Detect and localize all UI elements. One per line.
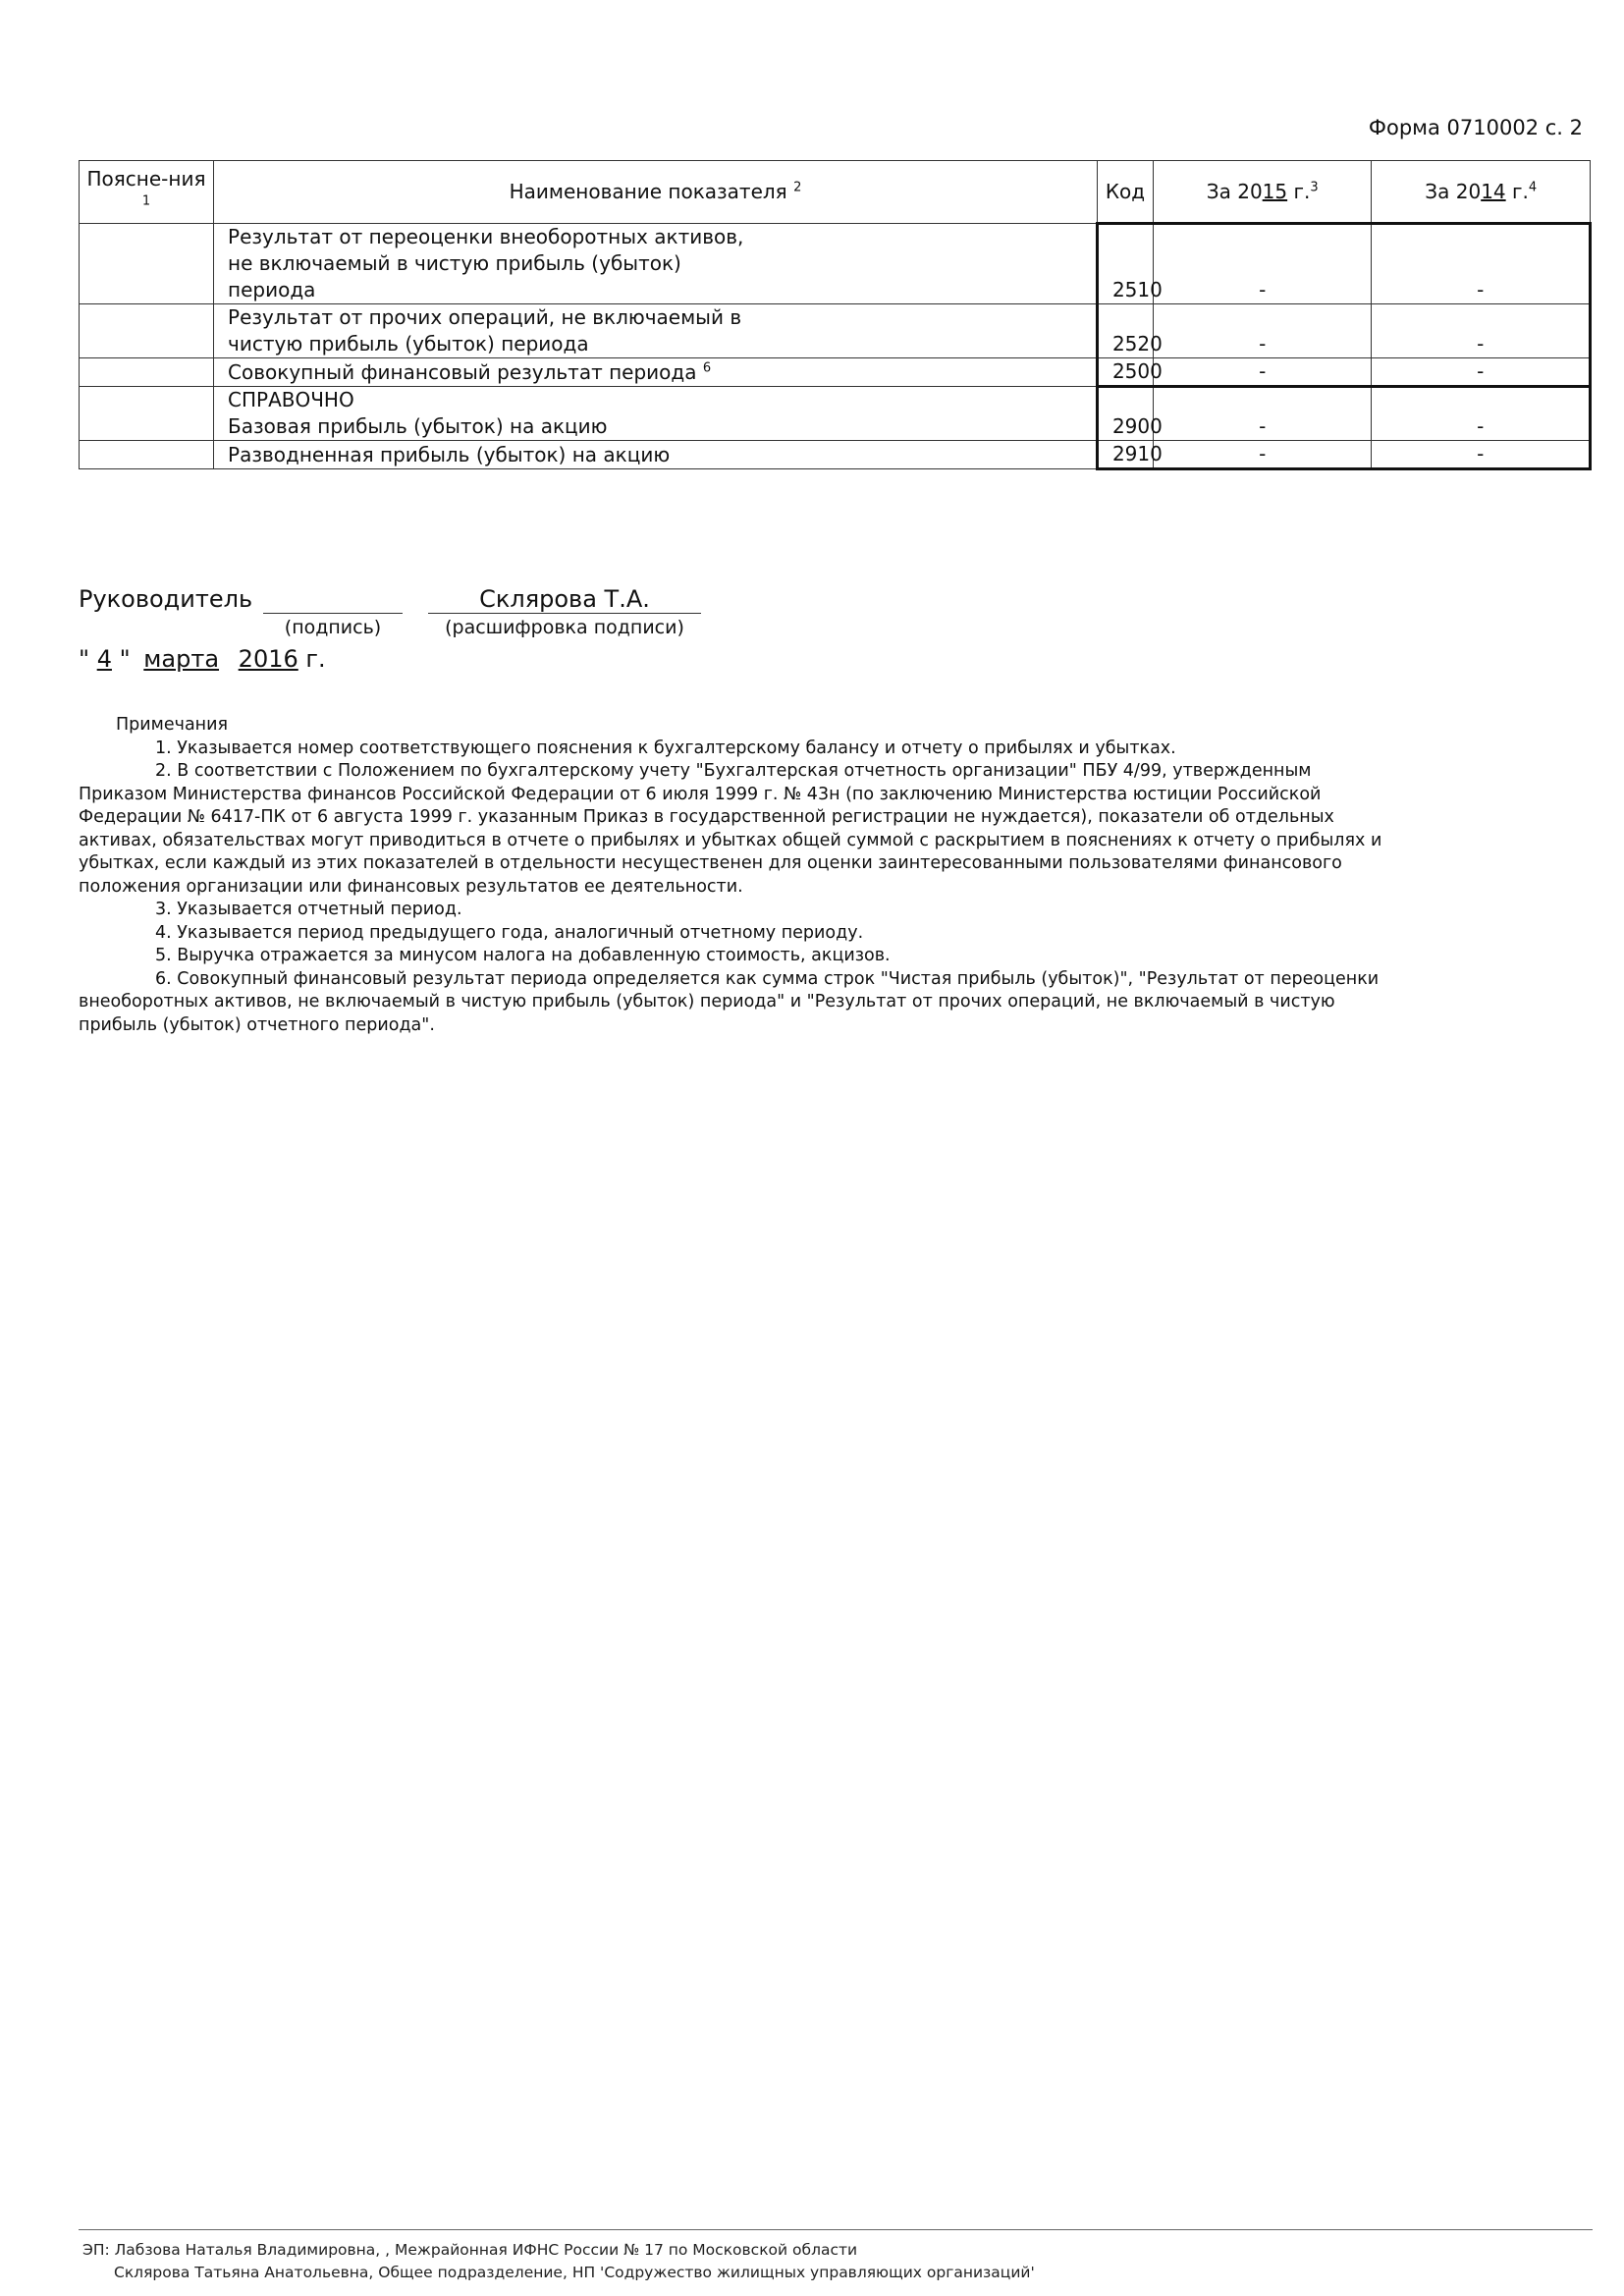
indicator-code: 2520: [1097, 304, 1153, 358]
footer-line-1: ЭП: Лабзова Наталья Владимировна, , Межрайонная ИФНС России № 17 по Московской области: [82, 2241, 858, 2259]
table-row: [80, 387, 1591, 441]
value-2015: -: [1153, 224, 1372, 304]
table-header-row: [80, 161, 1591, 224]
explanation-cell: [80, 441, 214, 469]
header-indicator-name: Наименование показателя $^2$: [214, 161, 1098, 224]
notes-section: [79, 714, 1384, 1037]
form-code: Форма 0710002 с. 2: [1368, 116, 1583, 139]
table-row: [80, 441, 1591, 469]
signatory-name: Склярова Т.А.: [479, 585, 650, 613]
signature-caption: (подпись): [284, 617, 382, 638]
explanation-cell: [80, 387, 214, 441]
header-year-2014: За 2014 г.$^4$: [1372, 161, 1591, 224]
notes-title: Примечания: [116, 715, 229, 735]
signature-line: [263, 613, 403, 614]
indicator-name: Результат от переоценки внеоборотных активов, не включаемый в чистую прибыль (убыток) периода: [214, 224, 1098, 304]
indicator-code: 2900: [1097, 387, 1153, 441]
value-2014: -: [1372, 224, 1591, 304]
indicator-code: 2510: [1097, 224, 1153, 304]
note-item: 5. Выручка отражается за минусом налога на добавленную стоимость, акцизов.: [155, 946, 891, 965]
indicator-code: 2910: [1097, 441, 1153, 469]
indicator-name: Разводненная прибыль (убыток) на акцию: [214, 441, 1098, 469]
financial-results-table: [79, 160, 1592, 470]
signatory-role: Руководитель: [79, 585, 253, 613]
note-item: 3. Указывается отчетный период.: [155, 900, 462, 919]
date-day: 4: [96, 645, 112, 673]
note-item: 4. Указывается период предыдущего года, аналогичный отчетному периоду.: [155, 922, 864, 943]
value-2015: -: [1153, 441, 1372, 469]
date-year: 2016: [238, 645, 298, 673]
indicator-name: СПРАВОЧНО Базовая прибыль (убыток) на акцию: [214, 387, 1098, 441]
name-caption: (расшифровка подписи): [445, 617, 684, 638]
header-year-2015: За 2015 г.$^3$: [1153, 161, 1372, 224]
explanation-cell: [80, 224, 214, 304]
value-2015: -: [1153, 358, 1372, 387]
table-row: [80, 224, 1591, 304]
explanation-cell: [80, 304, 214, 358]
header-explanation: Поясне-ния $^1$: [80, 161, 214, 224]
date-month: марта: [143, 645, 220, 673]
signature-date: " 4 " марта 2016 г.: [79, 645, 326, 673]
explanation-cell: [80, 358, 214, 387]
table-row: [80, 358, 1591, 387]
note-item: 1. Указывается номер соответствующего пояснения к бухгалтерскому балансу и отчету о прибылях и убытках.: [155, 738, 1176, 758]
value-2014: -: [1372, 358, 1591, 387]
note-item: 2. В соответствии с Положением по бухгалтерскому учету "Бухгалтерская отчетность организации" ПБУ 4/99, утвержденным Приказом Министерства финансов Российской Федерации от 6 июля 1999 г. № 43н (по заключению Министерства юстиции Российской Федерации № 6417-ПК от 6 августа 1999 г. указанным Приказ в государственной регистрации не нуждается), показатели об отдельных активах, обязательствах могут приводиться в отчете о прибылях и убытках общей суммой с раскрытием в пояснениях к отчету о прибылях и убытках, если каждый из этих показателей в отдельности несущественен для оценки заинтересованными пользователями финансового положения организации или финансовых результатов ее деятельности.: [79, 761, 1382, 897]
indicator-code: 2500: [1097, 358, 1153, 387]
note-item: 6. Совокупный финансовый результат периода определяется как сумма строк "Чистая прибыль (убыток)", "Результат от переоценки внеоборотных активов, не включаемый в чистую прибыль (убыток) периода" и "Результат от прочих операций, не включаемый в чистую прибыль (убыток) отчетного периода".: [79, 968, 1380, 1035]
footer-divider: [79, 2229, 1593, 2230]
footer-line-2: Склярова Татьяна Анатольевна, Общее подразделение, НП 'Содружество жилищных управляющих организаций': [114, 2264, 1035, 2281]
e-signature-footer: [82, 2239, 1035, 2284]
value-2015: -: [1153, 304, 1372, 358]
header-code: Код: [1097, 161, 1153, 224]
indicator-name: Результат от прочих операций, не включаемый в чистую прибыль (убыток) периода: [214, 304, 1098, 358]
signatory-name-line: [428, 613, 701, 614]
value-2014: -: [1372, 387, 1591, 441]
indicator-name: Совокупный финансовый результат периода $^6$: [214, 358, 1098, 387]
value-2015: -: [1153, 387, 1372, 441]
value-2014: -: [1372, 441, 1591, 469]
table-row: [80, 304, 1591, 358]
value-2014: -: [1372, 304, 1591, 358]
